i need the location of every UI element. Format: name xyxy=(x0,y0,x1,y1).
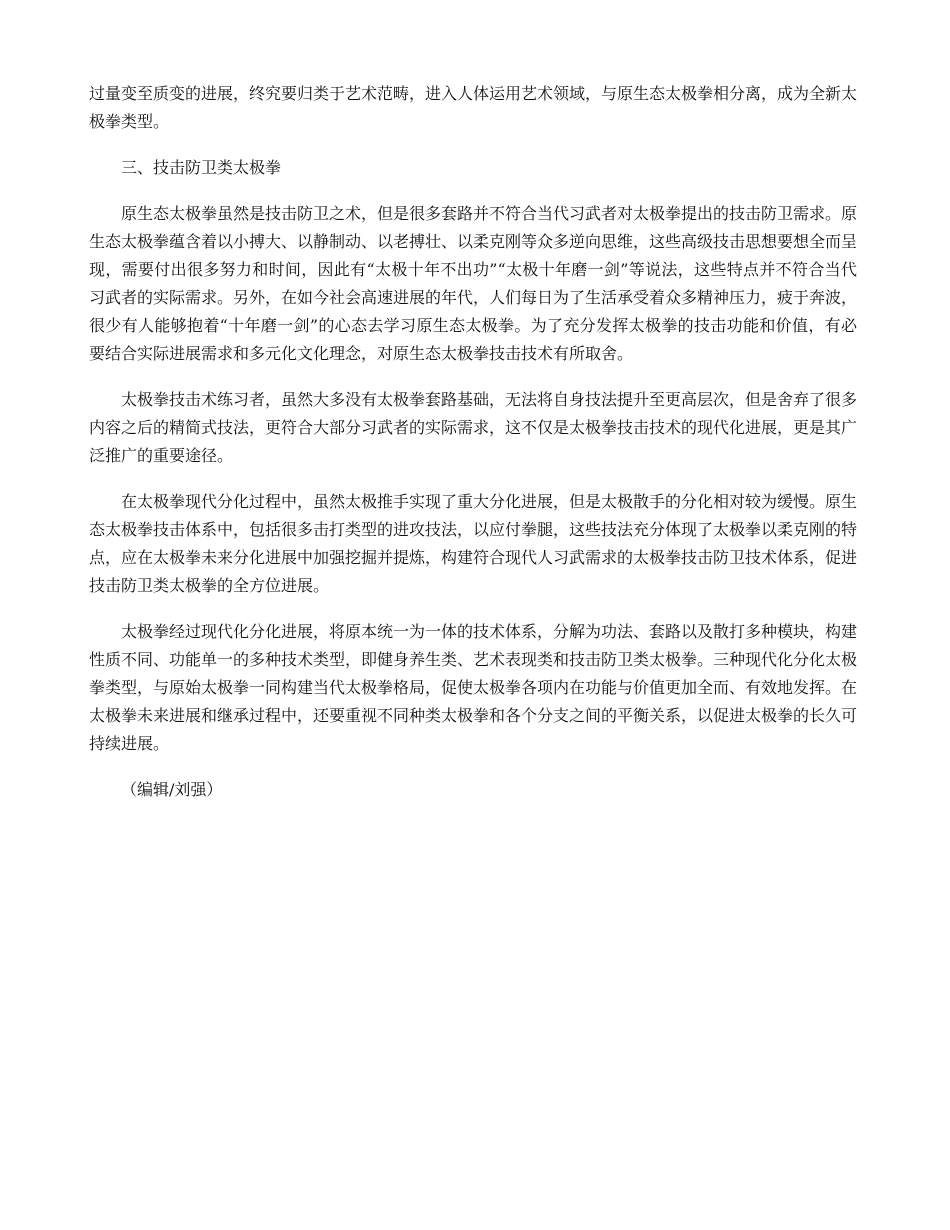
paragraph-continuation: 过量变至质变的进展，终究要归类于艺术范畴，进入人体运用艺术领域，与原生态太极拳相分离，成为全新太极拳类型。 xyxy=(89,84,858,131)
section-heading: 三、技击防卫类太极拳 xyxy=(121,158,282,177)
paragraph: 原生态太极拳虽然是技击防卫之术，但是很多套路并不符合当代习武者对太极拳提出的技击防卫需求。原生态太极拳蕴含着以小搏大、以静制动、以老搏壮、以柔克刚等众多逆向思维，这些高级技击思想要想全而呈现，需要付出很多努力和时间，因此有“太极十年不出功”“太极十年磨一剑”等说法，这些特点并不符合当代习武者的实际需求。另外，在如今社会高速进展的年代，人们每日为了生活承受着众多精神压力，疲于奔波，很少有人能够抱着“十年磨一剑”的心态去学习原生态太极拳。为了充分发挥太极拳的技击功能和价值，有必要结合实际进展需求和多元化文化理念，对原生态太极拳技击技术有所取舍。 xyxy=(89,204,858,363)
paragraph: 太极拳经过现代化分化进展，将原本统一为一体的技术体系，分解为功法、套路以及散打多种模块，构建性质不同、功能单一的多种技术类型，即健身养生类、艺术表现类和技击防卫类太极拳。三种现代化分化太极拳类型，与原始太极拳一同构建当代太极拳格局，促使太极拳各项内在功能与价值更加全而、有效地发挥。在太极拳未来进展和继承过程中，还要重视不同种类太极拳和各个分支之间的平衡关系，以促进太极拳的长久可持续进展。 xyxy=(89,622,858,753)
paragraph: 太极拳技击术练习者，虽然大多没有太极拳套路基础，无法将自身技法提升至更高层次，但是舍弃了很多内容之后的精简式技法，更符合大部分习武者的实际需求，这不仅是太极拳技击技术的现代化进展，更是其广泛推广的重要途径。 xyxy=(89,390,858,465)
editor-note: （编辑/刘强） xyxy=(121,780,223,799)
document-page xyxy=(89,80,857,804)
paragraph: 在太极拳现代分化过程中，虽然太极推手实现了重大分化进展，但是太极散手的分化相对较为缓慢。原生态太极拳技击体系中，包括很多击打类型的进攻技法，以应付拳腿，这些技法充分体现了太极拳以柔克刚的特点，应在太极拳未来分化进展中加强挖掘并提炼，构建符合现代人习武需求的太极拳技击防卫技术体系，促进技击防卫类太极拳的全方位进展。 xyxy=(89,492,858,595)
